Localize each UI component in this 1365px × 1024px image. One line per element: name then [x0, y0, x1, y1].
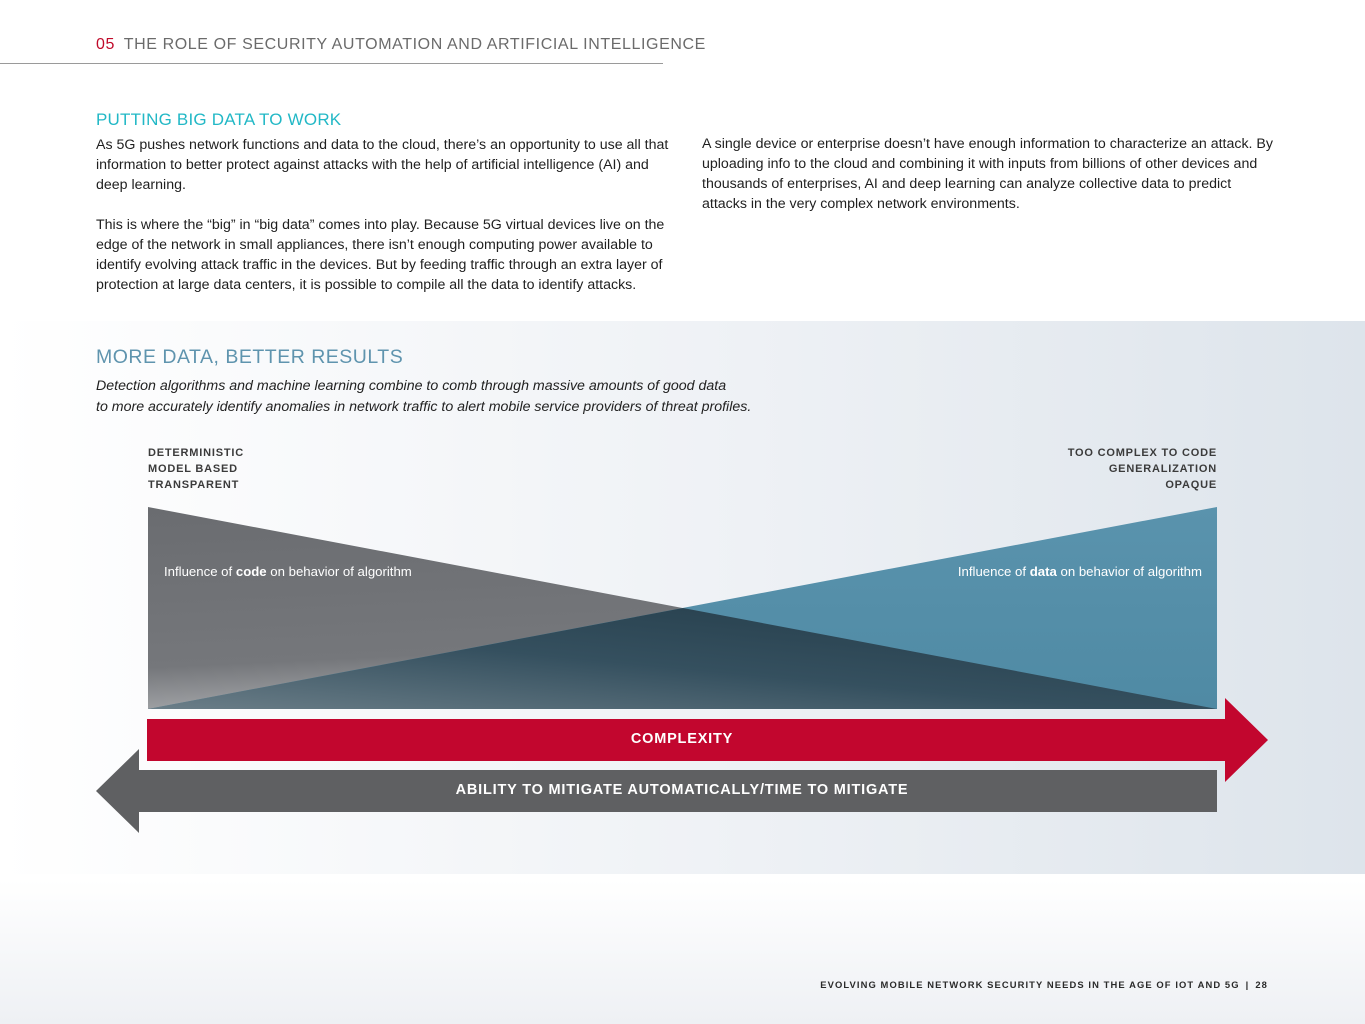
- subtitle-line: Detection algorithms and machine learning combine to comb through massive amounts of good data: [96, 378, 727, 394]
- footer-title: EVOLVING MOBILE NETWORK SECURITY NEEDS IN THE AGE OF IOT AND 5G: [820, 979, 1240, 990]
- chapter-title: THE ROLE OF SECURITY AUTOMATION AND ARTIFICIAL INTELLIGENCE: [123, 36, 706, 53]
- subtitle-line: to more accurately identify anomalies in network traffic to alert mobile service providers of threat profiles.: [96, 399, 752, 415]
- emphasis-code: code: [235, 564, 267, 579]
- paragraph: This is where the “big” in “big data” comes into play. Because 5G virtual devices live on the edge of the network in small appliances, there isn’t enough computing power available to identify evolving attack traffic in the devices. But by feeding traffic through an extra layer of protection at large data centers, it is possible to compile all the data to identify attacks.: [96, 217, 665, 293]
- panel-title: MORE DATA, BETTER RESULTS: [96, 346, 404, 368]
- chapter-number: 05: [96, 36, 115, 53]
- attribute-label: TOO COMPLEX TO CODE: [1067, 447, 1217, 459]
- attribute-label: DETERMINISTIC: [148, 447, 244, 459]
- data-influence-label: Influence of data on behavior of algorithm: [957, 564, 1202, 579]
- attribute-label: GENERALIZATION: [1108, 463, 1217, 475]
- attribute-label: OPAQUE: [1165, 479, 1217, 491]
- page-footer: [820, 979, 1268, 990]
- section-title: PUTTING BIG DATA TO WORK: [96, 110, 342, 129]
- page-number: 28: [1255, 979, 1268, 990]
- ability-label: ABILITY TO MITIGATE AUTOMATICALLY/TIME TO MITIGATE: [455, 782, 909, 798]
- attribute-label: TRANSPARENT: [148, 479, 240, 491]
- attribute-label: MODEL BASED: [148, 463, 238, 475]
- footer-separator: |: [1245, 979, 1250, 990]
- paragraph: As 5G pushes network functions and data to the cloud, there’s an opportunity to use all that information to better protect against attacks with the help of artificial intelligence (AI) and deep learning.: [96, 137, 669, 193]
- paragraph: A single device or enterprise doesn’t have enough information to characterize an attack. By uploading info to the cloud and combining it with inputs from billions of other devices and thousands of enterprises, AI and deep learning can analyze collective data to predict attacks in the very complex network environments.: [702, 136, 1273, 212]
- complexity-label: COMPLEXITY: [630, 731, 734, 747]
- emphasis-data: data: [1029, 564, 1057, 579]
- code-influence-label: Influence of code on behavior of algorithm: [164, 564, 412, 579]
